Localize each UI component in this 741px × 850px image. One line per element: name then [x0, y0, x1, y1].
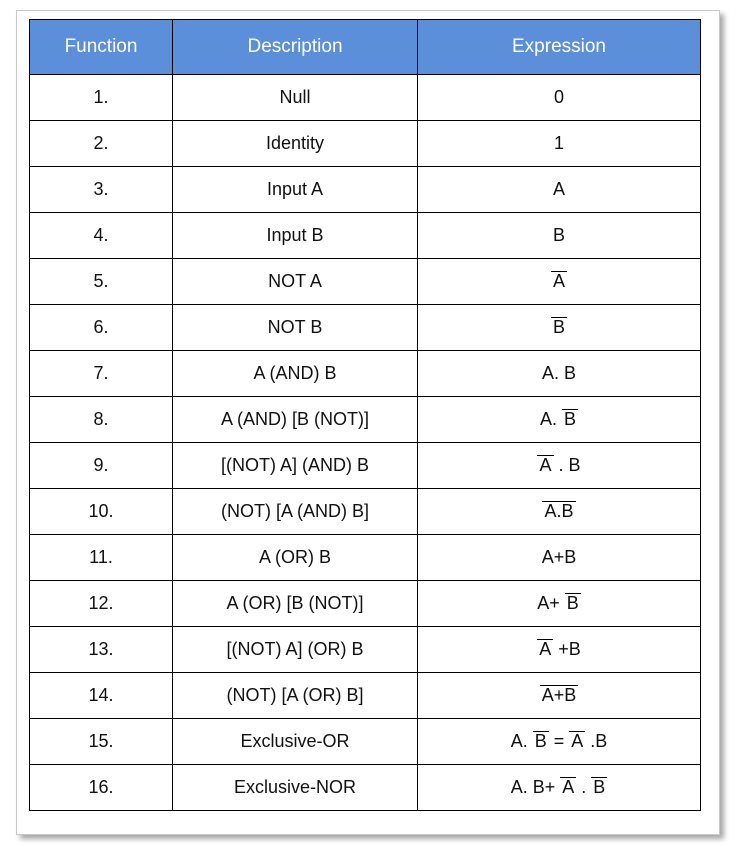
overlined-term: A [539, 455, 552, 475]
overlined-term: A [571, 731, 584, 751]
function-number: 14. [30, 673, 173, 719]
function-description: (NOT) [A (OR) B] [173, 673, 418, 719]
function-number: 16. [30, 765, 173, 811]
function-number: 7. [30, 351, 173, 397]
function-number: 6. [30, 305, 173, 351]
function-expression [418, 397, 701, 443]
function-number: 3. [30, 167, 173, 213]
function-expression [418, 765, 701, 811]
expression-term: A. [510, 731, 533, 751]
expression-term: 1 [553, 133, 564, 153]
table-row [30, 581, 701, 627]
table-row [30, 397, 701, 443]
expression-term: . B [553, 455, 581, 475]
table-row [30, 535, 701, 581]
function-description: Exclusive-NOR [173, 765, 418, 811]
expression-term: A. [539, 409, 562, 429]
function-number: 15. [30, 719, 173, 765]
overlined-term: A [539, 639, 552, 659]
overlined-term: A.B [544, 501, 574, 521]
expression-term: 0 [553, 87, 564, 107]
function-description: A (AND) B [173, 351, 418, 397]
function-description: NOT B [173, 305, 418, 351]
function-number: 13. [30, 627, 173, 673]
table-row [30, 673, 701, 719]
boolean-functions-table [29, 19, 701, 811]
overlined-term: B [534, 731, 547, 751]
expression-term: A+B [541, 547, 577, 567]
expression-term: .B [585, 731, 608, 751]
header-row [30, 20, 701, 75]
function-description: A (AND) [B (NOT)] [173, 397, 418, 443]
expression-term: A [552, 179, 565, 199]
function-description: Identity [173, 121, 418, 167]
table-row [30, 489, 701, 535]
table-row [30, 765, 701, 811]
header-description: Description [173, 20, 418, 75]
expression-term: B [552, 225, 565, 245]
function-expression [418, 259, 701, 305]
table-row [30, 167, 701, 213]
table-frame [16, 10, 720, 835]
table-row [30, 443, 701, 489]
function-expression [418, 581, 701, 627]
table-row [30, 213, 701, 259]
function-number: 2. [30, 121, 173, 167]
expression-term: +B [553, 639, 581, 659]
overlined-term: A [552, 271, 565, 291]
function-expression [418, 535, 701, 581]
function-expression [418, 719, 701, 765]
function-expression [418, 305, 701, 351]
overlined-term: B [566, 593, 579, 613]
function-expression [418, 443, 701, 489]
function-description: [(NOT) A] (AND) B [173, 443, 418, 489]
function-description: (NOT) [A (AND) B] [173, 489, 418, 535]
function-expression [418, 121, 701, 167]
table-row [30, 259, 701, 305]
overlined-term: B [593, 777, 606, 797]
overlined-term: B [552, 317, 565, 337]
table-row [30, 351, 701, 397]
function-expression [418, 627, 701, 673]
table-row [30, 305, 701, 351]
expression-term: . [576, 777, 592, 797]
function-number: 10. [30, 489, 173, 535]
table-row [30, 627, 701, 673]
function-description: Input A [173, 167, 418, 213]
overlined-term: A+B [541, 685, 577, 705]
function-description: Exclusive-OR [173, 719, 418, 765]
function-number: 12. [30, 581, 173, 627]
function-number: 9. [30, 443, 173, 489]
function-description: Input B [173, 213, 418, 259]
function-number: 11. [30, 535, 173, 581]
function-expression [418, 213, 701, 259]
function-description: NOT A [173, 259, 418, 305]
function-expression [418, 167, 701, 213]
table-row [30, 75, 701, 121]
overlined-term: A [562, 777, 575, 797]
expression-term: A+ [537, 593, 565, 613]
table-row [30, 121, 701, 167]
function-description: Null [173, 75, 418, 121]
function-description: A (OR) [B (NOT)] [173, 581, 418, 627]
expression-term: A. B [541, 363, 576, 383]
expression-term: = [548, 731, 570, 751]
function-number: 8. [30, 397, 173, 443]
table-row [30, 719, 701, 765]
overlined-term: B [564, 409, 577, 429]
function-expression [418, 489, 701, 535]
function-number: 4. [30, 213, 173, 259]
function-description: A (OR) B [173, 535, 418, 581]
function-expression [418, 351, 701, 397]
function-number: 5. [30, 259, 173, 305]
expression-term: A. B+ [510, 777, 561, 797]
function-expression [418, 673, 701, 719]
table-body [30, 75, 701, 811]
header-expression: Expression [418, 20, 701, 75]
function-expression [418, 75, 701, 121]
function-description: [(NOT) A] (OR) B [173, 627, 418, 673]
function-number: 1. [30, 75, 173, 121]
header-function: Function [30, 20, 173, 75]
